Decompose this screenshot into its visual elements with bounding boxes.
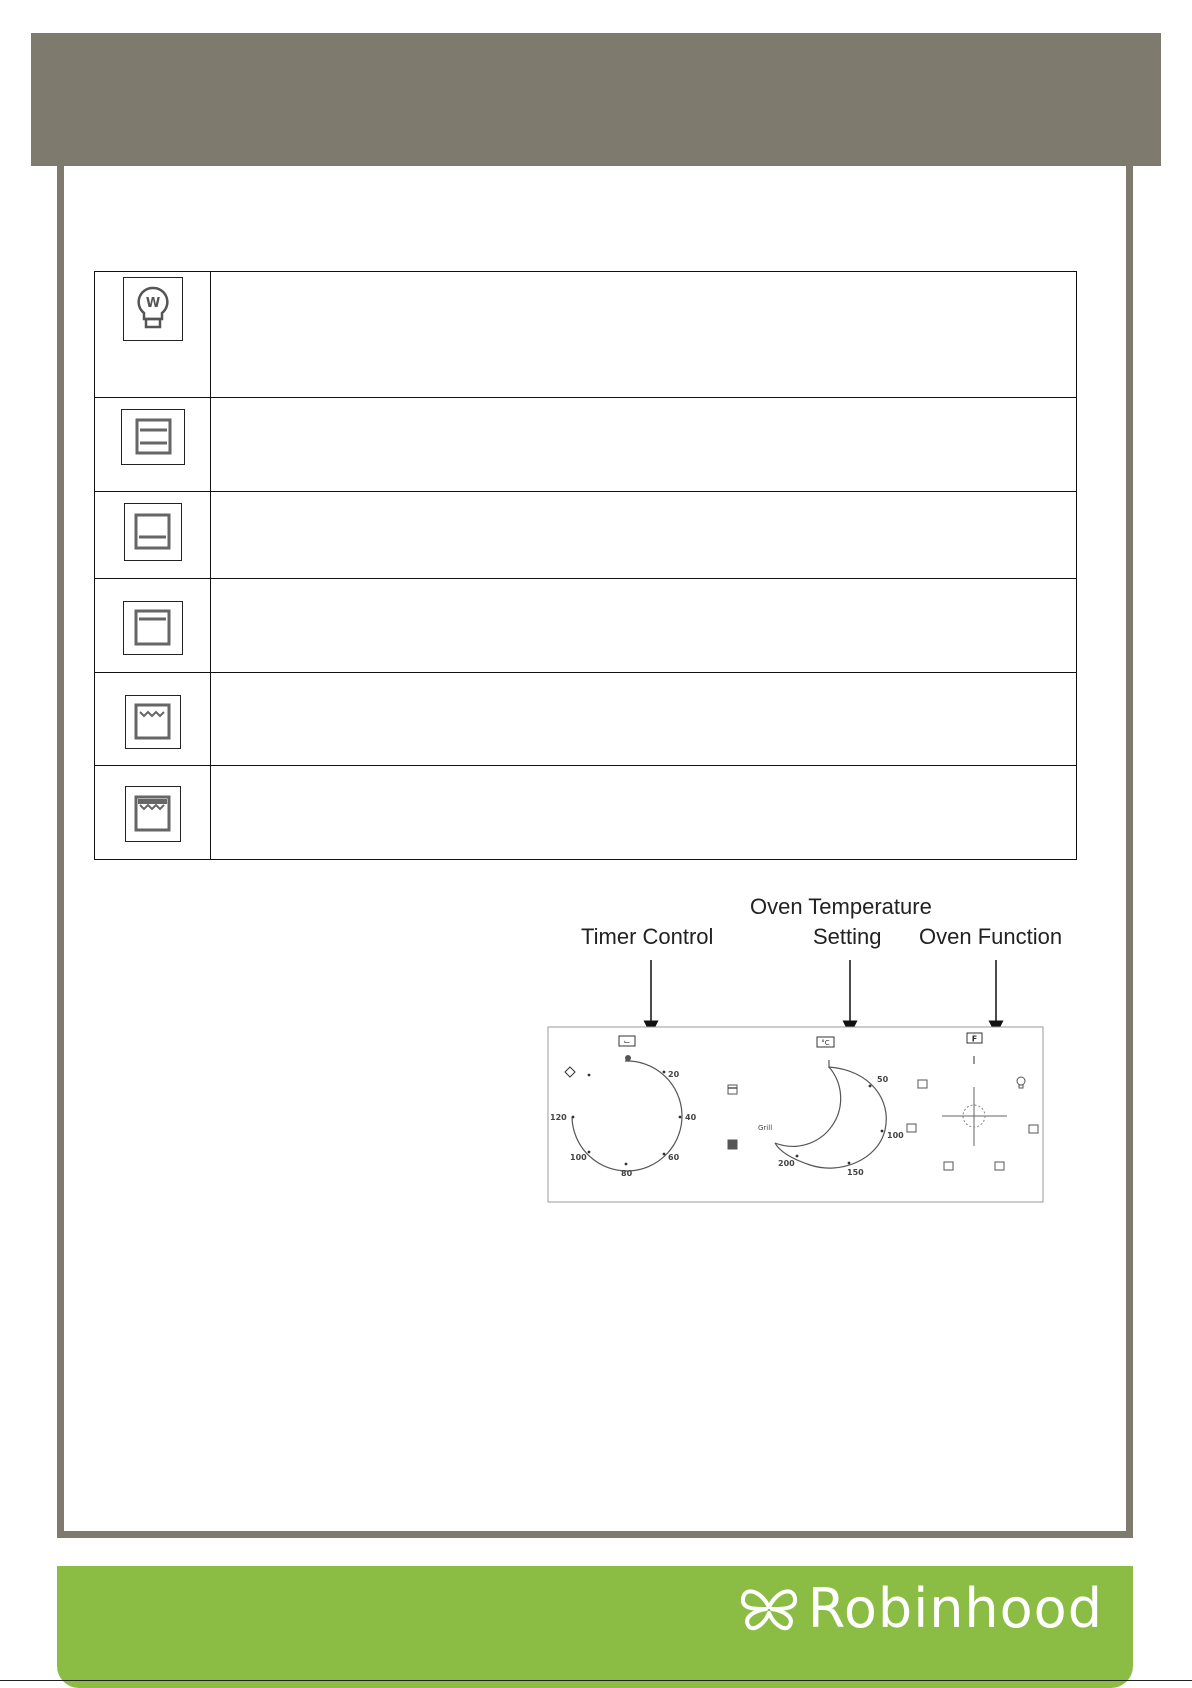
grill-icon bbox=[125, 695, 181, 749]
table-row bbox=[95, 492, 1077, 579]
icon-cell bbox=[95, 272, 211, 398]
timer-tick-dot bbox=[663, 1071, 666, 1074]
timer-off-dot bbox=[625, 1055, 631, 1061]
table-row bbox=[95, 766, 1077, 860]
control-panel-diagram bbox=[540, 890, 1080, 1210]
timer-tick-dot bbox=[588, 1074, 591, 1077]
top-bottom-element-icon bbox=[121, 409, 185, 465]
page-frame-bottom bbox=[57, 1531, 1133, 1538]
bottom-rule bbox=[0, 1680, 1192, 1681]
description-cell bbox=[211, 398, 1077, 492]
icon-cell bbox=[95, 766, 211, 860]
table-row bbox=[95, 579, 1077, 673]
brand-logo bbox=[738, 1577, 1103, 1640]
timer-tick-dot bbox=[663, 1153, 666, 1156]
page-frame-left bbox=[57, 166, 64, 1538]
description-cell bbox=[211, 766, 1077, 860]
full-element-indicator-icon bbox=[728, 1140, 737, 1149]
timer-tick-dot bbox=[679, 1116, 682, 1119]
icon-cell bbox=[95, 673, 211, 766]
icon-cell bbox=[95, 492, 211, 579]
full-grill-icon bbox=[125, 786, 181, 842]
description-cell bbox=[211, 579, 1077, 673]
temp-tick-label: 200 bbox=[778, 1159, 795, 1168]
icon-cell bbox=[95, 579, 211, 673]
temp-tick-dot bbox=[796, 1155, 799, 1158]
temperature-callout-label-line2: Setting bbox=[813, 924, 882, 949]
top-element-icon bbox=[123, 601, 183, 655]
temp-tick-label: 150 bbox=[847, 1168, 864, 1177]
temp-tick-label: Grill bbox=[758, 1124, 773, 1132]
description-cell bbox=[211, 673, 1077, 766]
table-row bbox=[95, 398, 1077, 492]
temperature-callout-label: Oven Temperature bbox=[750, 894, 932, 919]
temp-tick-dot bbox=[848, 1162, 851, 1165]
timer-symbol: ⌙ bbox=[623, 1037, 631, 1046]
temperature-symbol: °C bbox=[821, 1039, 830, 1047]
timer-tick-label: 120 bbox=[550, 1113, 567, 1122]
description-cell bbox=[211, 272, 1077, 398]
temp-tick-label: 50 bbox=[877, 1075, 889, 1084]
timer-callout-label: Timer Control bbox=[581, 924, 714, 949]
oven-symbols-table bbox=[94, 271, 1077, 860]
header-band bbox=[31, 33, 1161, 166]
timer-tick-label: 80 bbox=[621, 1169, 633, 1178]
butterfly-icon bbox=[738, 1585, 800, 1633]
svg-text:W: W bbox=[145, 296, 160, 311]
brand-name: Robinhood bbox=[807, 1577, 1103, 1640]
description-cell bbox=[211, 492, 1077, 579]
bottom-element-icon bbox=[124, 503, 182, 561]
oven-light-icon bbox=[123, 277, 183, 341]
timer-tick-dot bbox=[625, 1163, 628, 1166]
icon-cell bbox=[95, 398, 211, 492]
function-callout-label: Oven Function bbox=[919, 924, 1063, 949]
function-symbol: F bbox=[971, 1034, 978, 1044]
footer-band bbox=[57, 1566, 1133, 1688]
timer-tick-label: 40 bbox=[685, 1113, 697, 1122]
page-frame-right bbox=[1126, 166, 1133, 1538]
timer-tick-label: 100 bbox=[570, 1153, 587, 1162]
temp-tick-dot bbox=[869, 1085, 872, 1088]
timer-tick-dot bbox=[588, 1151, 591, 1154]
timer-tick-label: 20 bbox=[668, 1070, 680, 1079]
timer-tick-label: 60 bbox=[668, 1153, 680, 1162]
control-panel-figure bbox=[540, 890, 1080, 1210]
timer-tick-dot bbox=[572, 1116, 575, 1119]
temp-tick-dot bbox=[881, 1130, 884, 1133]
temp-tick-label: 100 bbox=[887, 1131, 904, 1140]
table-row bbox=[95, 272, 1077, 398]
table-row bbox=[95, 673, 1077, 766]
